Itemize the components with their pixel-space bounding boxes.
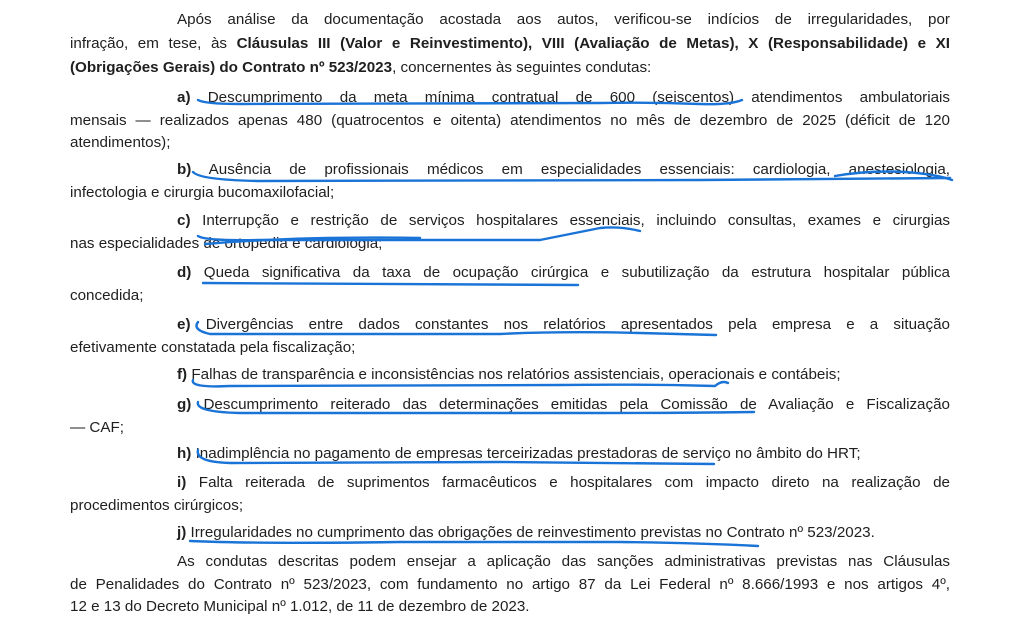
intro-text: , concernentes às seguintes condutas: — [392, 59, 652, 76]
item-text: Falhas de transparência e inconsistências nos relatórios assistenciais, operacionais e contábeis; — [191, 366, 841, 383]
item-letter: a) — [177, 89, 191, 106]
item-letter: i) — [177, 474, 187, 491]
item-text: Irregularidades no cumprimento das obrigações de reinvestimento previstas no Contrato nº 523/2023. — [190, 524, 875, 541]
item-b-line-1 — [177, 159, 950, 181]
item-i-line-1 — [177, 472, 950, 494]
item-e-line-2: efetivamente constatada pela fiscalização; — [70, 339, 356, 356]
item-c-line-2: nas especialidades de ortopedia e cardiologia; — [70, 235, 383, 252]
item-letter: e) — [177, 316, 191, 333]
item-g-line-1 — [177, 394, 950, 416]
item-i-line-2: procedimentos cirúrgicos; — [70, 497, 244, 514]
item-text: Divergências entre dados constantes nos relatórios apresentados pela empresa e a situação — [205, 316, 950, 333]
item-j-line-1 — [177, 522, 950, 544]
item-text: Descumprimento da meta mínima contratual de 600 (seiscentos) atendimentos ambulatoriais — [207, 89, 950, 106]
item-f-line-1 — [177, 364, 950, 386]
item-letter: j) — [177, 524, 187, 541]
item-h-line-1 — [177, 443, 950, 465]
item-c-line-1 — [177, 210, 950, 232]
item-e-line-1 — [177, 314, 950, 336]
item-letter: f) — [177, 366, 188, 383]
item-text: Inadimplência no pagamento de empresas terceirizadas prestadoras de serviço no âmbito do HRT; — [195, 445, 861, 462]
intro-line-1: Após análise da documentação acostada aos autos, verificou-se indícios de irregularidades, por — [177, 11, 950, 28]
item-a-line-2: mensais — realizados apenas 480 (quatrocentos e oitenta) atendimentos no mês de dezembro de 2025 (déficit de 120 — [70, 112, 950, 129]
item-d-line-1 — [177, 262, 950, 284]
item-letter: g) — [177, 396, 192, 413]
item-letter: c) — [177, 212, 191, 229]
item-d-line-2: concedida; — [70, 287, 144, 304]
closing-line-3: 12 e 13 do Decreto Municipal nº 1.012, de 11 de dezembro de 2023. — [70, 598, 530, 615]
item-letter: h) — [177, 445, 192, 462]
intro-line-3 — [70, 57, 950, 79]
item-text: Ausência de profissionais médicos em especialidades essenciais: cardiologia, anestesiologia, — [208, 161, 950, 178]
item-g-line-2: — CAF; — [70, 419, 125, 436]
item-a-line-1 — [177, 87, 950, 109]
item-letter: d) — [177, 264, 192, 281]
item-text: Interrupção e restrição de serviços hospitalares essenciais, incluindo consultas, exames e cirurgias — [202, 212, 950, 229]
contract-reference: (Obrigações Gerais) do Contrato nº 523/2023 — [70, 59, 393, 76]
item-a-line-3: atendimentos); — [70, 134, 171, 151]
item-text: Falta reiterada de suprimentos farmacêuticos e hospitalares com impacto direto na realização de — [198, 474, 950, 491]
item-text: Descumprimento reiterado das determinações emitidas pela Comissão de Avaliação e Fiscalização — [203, 396, 950, 413]
closing-line-2: de Penalidades do Contrato nº 523/2023, com fundamento no artigo 87 da Lei Federal nº 8.666/1993 e nos artigos 4º, — [70, 576, 950, 593]
intro-line-2 — [70, 33, 950, 55]
closing-line-1: As condutas descritas podem ensejar a aplicação das sanções administrativas previstas nas Cláusulas — [177, 553, 950, 570]
item-letter: b) — [177, 161, 192, 178]
clauses-text: Cláusulas III (Valor e Reinvestimento), VIII (Avaliação de Metas), X (Responsabilidade) e XI — [236, 35, 950, 52]
item-b-line-2: infectologia e cirurgia bucomaxilofacial; — [70, 184, 335, 201]
intro-text: infração, em tese, às — [70, 35, 237, 52]
item-text: Queda significativa da taxa de ocupação cirúrgica e subutilização da estrutura hospitalar pública — [203, 264, 950, 281]
